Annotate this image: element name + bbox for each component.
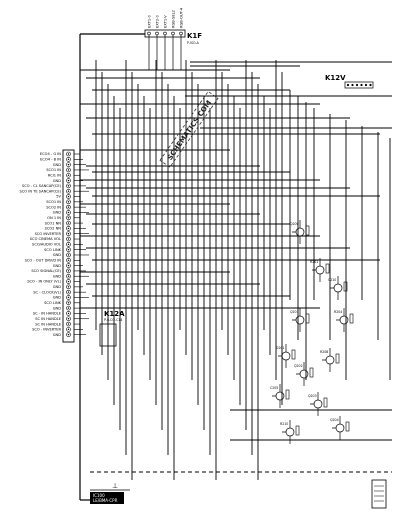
left-pin-label: GND xyxy=(52,162,61,167)
k12v-pin xyxy=(369,84,371,86)
left-pin-label: SC - IN HANDLE xyxy=(32,311,61,316)
left-pin-label: SCO - INVERTER xyxy=(32,327,61,332)
left-pin-label: 5V xyxy=(56,194,61,199)
left-pin-label: GND xyxy=(52,332,61,337)
left-pin-label: SCO/AUDIO VOL xyxy=(32,242,61,247)
component-label: C205 xyxy=(270,386,279,390)
component-label: Q204 xyxy=(330,418,339,422)
component-label: R204 xyxy=(334,310,343,314)
component-label: R210 xyxy=(280,422,289,426)
connector-ref-k1f: K1F xyxy=(187,32,203,40)
left-pin-label: SCO2 NN xyxy=(44,226,61,231)
component-label: C210 xyxy=(328,278,337,282)
connector-ref-k12a: K12A xyxy=(104,310,125,318)
left-pin-label: GND xyxy=(52,306,61,311)
left-pin-label: SCO LINK xyxy=(44,247,61,252)
connector-ref-k12v: K12V xyxy=(325,74,346,82)
component-label: R201 xyxy=(310,260,319,264)
left-pin-label: SCO IN TE SANCAP(CE) xyxy=(19,189,61,194)
component-label: Q201 xyxy=(290,310,299,314)
left-pin-label: SCO1 IN xyxy=(46,200,61,205)
ic-label-line1: IC100 xyxy=(93,493,105,498)
left-pin-label: GND xyxy=(52,274,61,279)
k12v-pin xyxy=(365,84,367,86)
left-pin-label: SCO1 IN xyxy=(46,168,61,173)
left-pin-label: GND xyxy=(52,295,61,300)
left-pin-label: SCO INVERTER xyxy=(34,231,61,236)
left-pin-label: SC - CLOCK(VL) xyxy=(33,290,61,295)
left-pin-label: GND xyxy=(52,178,61,183)
ic-label-line2: LE/BMA-CPR xyxy=(93,498,118,503)
left-pin-label: ECO4 - G IN xyxy=(39,152,61,157)
left-pin-label: SCO SIGNAL(CE) xyxy=(31,269,61,274)
top-pin-label: RGB-OUT-4 xyxy=(179,7,184,28)
left-pin-label: SC IN HANDLE xyxy=(35,322,61,327)
ic-arrow-mark: ⊥ xyxy=(112,482,119,490)
left-pin-label: GND xyxy=(52,253,61,258)
left-pin-label: SCO2 IN xyxy=(46,205,61,210)
left-pin-label: GND xyxy=(52,263,61,268)
left-pin-label: SCO - IN ONLY (VL) xyxy=(27,279,61,284)
left-pin-label: SCO1 NN xyxy=(44,221,61,226)
top-pin-label: RGB-SEL2 xyxy=(171,10,176,28)
component-label: R208 xyxy=(320,350,329,354)
component-label: D201 xyxy=(276,346,285,350)
k12v-pin xyxy=(347,84,349,86)
left-pin-label: SCO LINK xyxy=(44,301,61,305)
k12v-pin xyxy=(360,84,362,86)
left-pin-label: RCI1 IN xyxy=(47,173,61,178)
left-pin-label: SCO - CL SANCAP(CE) xyxy=(21,184,61,189)
left-pin-label: ON 1 IN xyxy=(47,215,61,220)
left-pin-label: GND xyxy=(52,210,61,215)
top-pin-label: EXT1-V xyxy=(163,15,168,28)
left-pin-label: GND xyxy=(52,285,61,290)
left-pin-label: ECO4 - B IN xyxy=(40,157,61,162)
left-pin-label: SCO - OUT DRV/D IN xyxy=(24,258,61,263)
top-pin-label: EXT2-0 xyxy=(155,15,160,28)
watermark-text: SCHEMATICS.COM xyxy=(165,98,214,162)
left-pin-label: SCO CINEMA VOL xyxy=(29,237,61,242)
left-pin-label: SC IN HANDLE xyxy=(35,316,61,321)
component-label: Q202 xyxy=(294,364,303,368)
component-label: Q200 xyxy=(290,222,299,226)
k12v-pin xyxy=(351,84,353,86)
k12v-pin xyxy=(356,84,358,86)
top-pin-label: EXT1-0 xyxy=(147,15,152,28)
component-label: Q203 xyxy=(308,394,317,398)
connector-sub-k1f: P-ISO-A xyxy=(187,41,199,45)
connector-sub-k12a: P-6-CO-C14 xyxy=(104,318,123,322)
